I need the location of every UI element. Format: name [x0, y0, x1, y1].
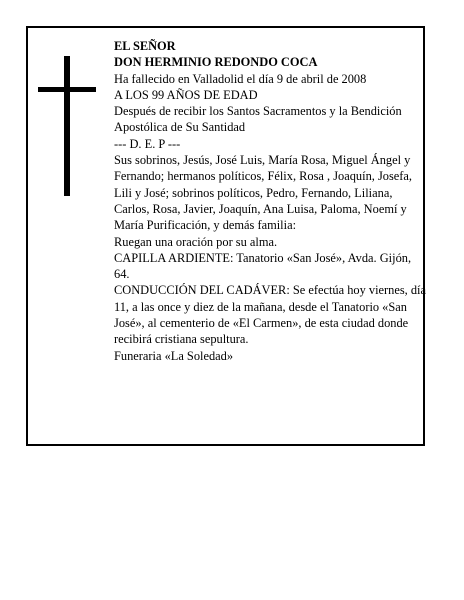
sacraments-text: Después de recibir los Santos Sacramentos y la Bendición Apostólica de Su Santidad	[114, 104, 402, 135]
cross-vertical-bar	[64, 56, 70, 196]
prayer-request: Ruegan una oración por su alma.	[114, 234, 278, 249]
procession-info: CONDUCCIÓN DEL CADÁVER: Se efectúa hoy viernes, día 11, a las once y diez de la mañana, desde el Tanatorio «San José», al cementerio de «El Carmen», de esta ciudad donde recibirá cristiana sepultura.	[114, 283, 427, 347]
chapel-info: CAPILLA ARDIENTE: Tanatorio «San José», Avda. Gijón, 64.	[114, 250, 412, 282]
rip-line: --- D. E. P ---	[114, 136, 181, 151]
death-line: Ha fallecido en Valladolid el día 9 de abril de 2008	[114, 71, 367, 86]
notice-text	[114, 38, 428, 364]
cross-icon	[38, 56, 96, 196]
funeral-home: Funeraria «La Soledad»	[114, 348, 234, 363]
notice-title: EL SEÑOR	[114, 39, 176, 53]
cross-horizontal-bar	[38, 87, 96, 92]
age-line: A LOS 99 AÑOS DE EDAD	[114, 87, 258, 102]
family-list: Sus sobrinos, Jesús, José Luis, María Rosa, Miguel Ángel y Fernando; hermanos políticos, Félix, Rosa , Joaquín, Josefa, Lili y José; sobrinos políticos, Pedro, Fernando, Liliana, Carlos, Rosa, Javier, Joaquín, Ana Luisa, Paloma, Noemí y María Purificación, y demás familia:	[114, 153, 413, 233]
deceased-name: DON HERMINIO REDONDO COCA	[114, 55, 318, 70]
